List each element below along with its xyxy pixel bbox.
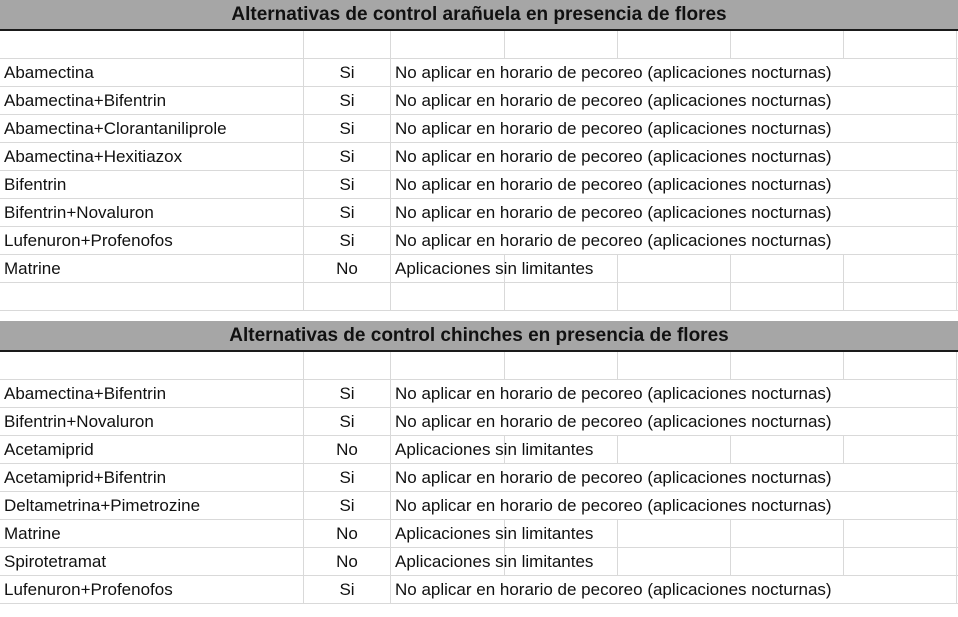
table-row[interactable]	[0, 199, 958, 227]
flag-cell[interactable]: Si	[304, 576, 391, 603]
note-cell[interactable]	[391, 436, 958, 463]
flag-cell[interactable]: No	[304, 255, 391, 282]
note-cell[interactable]	[391, 115, 958, 142]
product-cell[interactable]: Lufenuron+Profenofos	[0, 227, 304, 254]
table-row[interactable]	[0, 59, 958, 87]
note-cell[interactable]	[391, 464, 958, 491]
flag-cell[interactable]: Si	[304, 408, 391, 435]
product-cell[interactable]: Bifentrin+Novaluron	[0, 199, 304, 226]
product-cell[interactable]: Acetamiprid+Bifentrin	[0, 464, 304, 491]
note-text: No aplicar en horario de pecoreo (aplicaciones nocturnas)	[395, 496, 832, 515]
flag-cell[interactable]: No	[304, 436, 391, 463]
table-row[interactable]	[0, 408, 958, 436]
table-row[interactable]	[0, 520, 958, 548]
note-cell[interactable]	[391, 492, 958, 519]
flag-cell[interactable]: No	[304, 520, 391, 547]
product-cell[interactable]: Abamectina+Bifentrin	[0, 380, 304, 407]
flag-cell[interactable]: Si	[304, 380, 391, 407]
section-header-chinches[interactable]: Alternativas de control chinches en presencia de flores	[0, 321, 958, 352]
empty-cell[interactable]	[0, 31, 304, 58]
table-row[interactable]	[0, 227, 958, 255]
note-cell[interactable]	[391, 171, 958, 198]
flag-cell[interactable]: Si	[304, 59, 391, 86]
empty-cell[interactable]	[304, 31, 391, 58]
product-cell[interactable]: Acetamiprid	[0, 436, 304, 463]
note-text: No aplicar en horario de pecoreo (aplicaciones nocturnas)	[395, 91, 832, 110]
note-cell[interactable]	[391, 548, 958, 575]
note-cell[interactable]	[391, 255, 958, 282]
product-cell[interactable]: Abamectina+Bifentrin	[0, 87, 304, 114]
table-row[interactable]	[0, 255, 958, 283]
note-cell[interactable]	[391, 87, 958, 114]
empty-cell[interactable]	[304, 283, 391, 310]
note-text: Aplicaciones sin limitantes	[395, 524, 594, 543]
note-text: No aplicar en horario de pecoreo (aplicaciones nocturnas)	[395, 63, 832, 82]
product-cell[interactable]: Matrine	[0, 520, 304, 547]
table-row[interactable]	[0, 436, 958, 464]
note-text: No aplicar en horario de pecoreo (aplicaciones nocturnas)	[395, 175, 832, 194]
empty-cell[interactable]	[304, 352, 391, 379]
flag-cell[interactable]: Si	[304, 87, 391, 114]
table-row[interactable]	[0, 492, 958, 520]
note-cell[interactable]	[391, 408, 958, 435]
note-text: No aplicar en horario de pecoreo (aplicaciones nocturnas)	[395, 384, 832, 403]
flag-cell[interactable]: Si	[304, 199, 391, 226]
table-row[interactable]	[0, 576, 958, 604]
note-cell[interactable]	[391, 143, 958, 170]
flag-cell[interactable]: Si	[304, 115, 391, 142]
empty-row[interactable]	[0, 283, 958, 311]
note-text: Aplicaciones sin limitantes	[395, 552, 594, 571]
product-cell[interactable]: Lufenuron+Profenofos	[0, 576, 304, 603]
product-cell[interactable]: Abamectina+Clorantaniliprole	[0, 115, 304, 142]
section-header-aranuela[interactable]: Alternativas de control arañuela en presencia de flores	[0, 0, 958, 31]
note-cell[interactable]	[391, 59, 958, 86]
table-row[interactable]	[0, 171, 958, 199]
table-chinches	[0, 380, 958, 604]
note-text: No aplicar en horario de pecoreo (aplicaciones nocturnas)	[395, 580, 832, 599]
note-text: No aplicar en horario de pecoreo (aplicaciones nocturnas)	[395, 231, 832, 250]
note-text: Aplicaciones sin limitantes	[395, 440, 594, 459]
table-row[interactable]	[0, 115, 958, 143]
empty-row[interactable]	[0, 352, 958, 380]
product-cell[interactable]: Bifentrin	[0, 171, 304, 198]
product-cell[interactable]: Bifentrin+Novaluron	[0, 408, 304, 435]
flag-cell[interactable]: No	[304, 548, 391, 575]
table-row[interactable]	[0, 548, 958, 576]
table-row[interactable]	[0, 464, 958, 492]
table-row[interactable]	[0, 380, 958, 408]
note-cell[interactable]	[391, 227, 958, 254]
note-text: No aplicar en horario de pecoreo (aplicaciones nocturnas)	[395, 468, 832, 487]
empty-cell[interactable]	[0, 283, 304, 310]
empty-row[interactable]	[0, 31, 958, 59]
note-cell[interactable]	[391, 199, 958, 226]
product-cell[interactable]: Abamectina	[0, 59, 304, 86]
product-cell[interactable]: Abamectina+Hexitiazox	[0, 143, 304, 170]
table-row[interactable]	[0, 143, 958, 171]
flag-cell[interactable]: Si	[304, 464, 391, 491]
note-text: No aplicar en horario de pecoreo (aplicaciones nocturnas)	[395, 119, 832, 138]
note-cell[interactable]	[391, 576, 958, 603]
note-text: No aplicar en horario de pecoreo (aplicaciones nocturnas)	[395, 203, 832, 222]
flag-cell[interactable]: Si	[304, 171, 391, 198]
note-text: Aplicaciones sin limitantes	[395, 259, 594, 278]
note-cell[interactable]	[391, 380, 958, 407]
note-text: No aplicar en horario de pecoreo (aplicaciones nocturnas)	[395, 412, 832, 431]
table-aranuela	[0, 59, 958, 283]
flag-cell[interactable]: Si	[304, 492, 391, 519]
flag-cell[interactable]: Si	[304, 227, 391, 254]
table-row[interactable]	[0, 87, 958, 115]
empty-cell[interactable]	[0, 352, 304, 379]
note-cell[interactable]	[391, 520, 958, 547]
product-cell[interactable]: Matrine	[0, 255, 304, 282]
product-cell[interactable]: Deltametrina+Pimetrozine	[0, 492, 304, 519]
product-cell[interactable]: Spirotetramat	[0, 548, 304, 575]
flag-cell[interactable]: Si	[304, 143, 391, 170]
note-text: No aplicar en horario de pecoreo (aplicaciones nocturnas)	[395, 147, 832, 166]
